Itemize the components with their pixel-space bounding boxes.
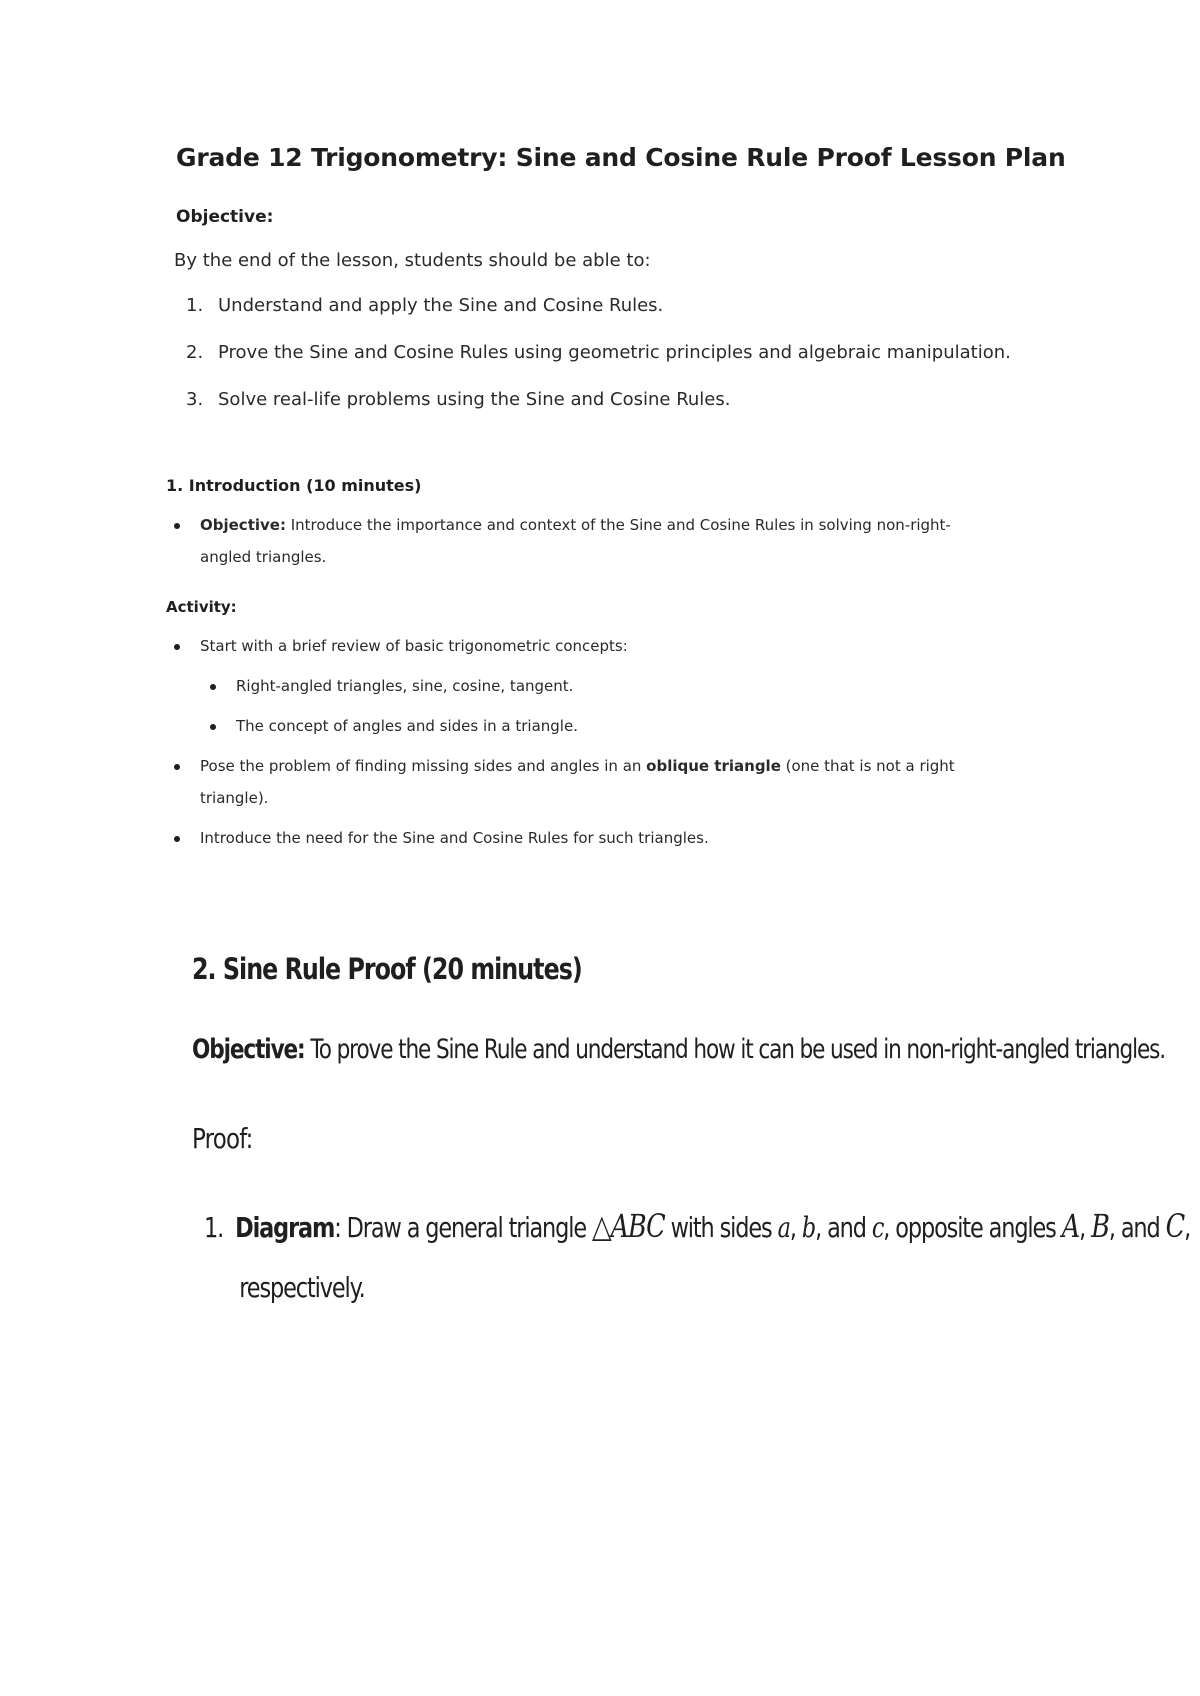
page-title: Grade 12 Trigonometry: Sine and Cosine Rule Proof Lesson Plan	[176, 143, 1066, 172]
objective-text: Introduce the importance and context of the Sine and Cosine Rules in solving non-right-angled triangles.	[200, 516, 951, 566]
activity-item-introduce-rules: Introduce the need for the Sine and Cosine Rules for such triangles.	[170, 822, 990, 855]
list-item-number: 2.	[186, 342, 204, 363]
list-item-number: 1.	[204, 1211, 224, 1244]
side-a: a	[777, 1211, 790, 1244]
angle-b: B	[1091, 1207, 1109, 1245]
proof-text: ,	[1184, 1211, 1191, 1244]
section2-heading: 2. Sine Rule Proof (20 minutes)	[192, 952, 582, 986]
activity-item-review: Start with a brief review of basic trigonometric concepts:	[170, 630, 990, 663]
list-item	[170, 670, 990, 710]
activity-list	[170, 630, 990, 862]
objective-label: Objective:	[192, 1034, 305, 1065]
diagram-label: Diagram	[235, 1211, 335, 1244]
triangle-symbol: △ABC	[592, 1207, 665, 1245]
section1-heading: 1. Introduction (10 minutes)	[166, 476, 422, 495]
activity-subitem-angles-sides: The concept of angles and sides in a triangle.	[206, 710, 990, 743]
oblique-triangle-term: oblique triangle	[646, 757, 781, 775]
separator: ,	[789, 1211, 802, 1244]
list-item-text: Solve real-life problems using the Sine and Cosine Rules.	[218, 389, 731, 410]
list-item	[170, 509, 990, 573]
list-item-text: Understand and apply the Sine and Cosine Rules.	[218, 295, 664, 316]
section2-objective	[192, 1034, 1165, 1065]
list-item	[186, 295, 1136, 342]
angle-c: C	[1165, 1207, 1185, 1245]
separator: , and	[815, 1211, 872, 1244]
proof-text: : Draw a general triangle	[334, 1211, 592, 1244]
proof-step-continuation: respectively.	[239, 1271, 365, 1304]
angle-a: A	[1061, 1207, 1080, 1245]
objective-heading: Objective:	[176, 207, 274, 227]
proof-text: , opposite angles	[883, 1211, 1062, 1244]
separator: , and	[1108, 1211, 1166, 1244]
side-c: c	[871, 1211, 884, 1244]
activity-heading: Activity:	[166, 598, 237, 616]
list-item-text: Prove the Sine and Cosine Rules using geometric principles and algebraic manipulation.	[218, 342, 1011, 363]
list-item	[170, 710, 990, 750]
proof-step	[204, 1207, 1191, 1304]
list-item	[186, 342, 1136, 389]
activity-item-oblique	[170, 750, 990, 814]
section1-objective-list	[170, 509, 990, 573]
side-b: b	[801, 1211, 816, 1244]
separator: ,	[1079, 1211, 1092, 1244]
objective-label: Objective:	[200, 516, 286, 534]
activity-subitem-right-angled: Right-angled triangles, sine, cosine, tangent.	[206, 670, 990, 703]
proof-step-line	[204, 1207, 1191, 1245]
proof-label: Proof:	[192, 1122, 253, 1155]
objective-intro: By the end of the lesson, students should be able to:	[174, 250, 651, 271]
activity-text: (one that is not a right triangle).	[200, 757, 955, 807]
list-item-number: 3.	[186, 389, 204, 410]
objective-list	[186, 295, 1136, 436]
objective-text: To prove the Sine Rule and understand how it can be used in non-right-angled triangles.	[304, 1034, 1166, 1065]
list-item-number: 1.	[186, 295, 204, 316]
list-item	[170, 750, 990, 822]
list-item	[170, 630, 990, 670]
list-item	[170, 822, 990, 862]
activity-text: Pose the problem of finding missing sides and angles in an	[200, 757, 647, 775]
proof-text: with sides	[664, 1211, 778, 1244]
list-item	[186, 389, 1136, 436]
